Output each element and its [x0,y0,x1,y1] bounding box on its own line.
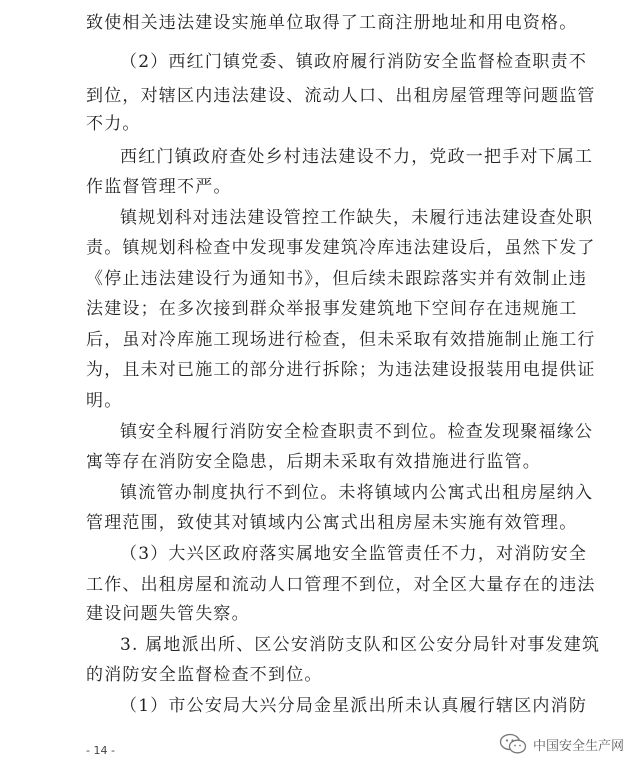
watermark [499,733,624,755]
text-line: 3. 属地派出所、区公安消防支队和区公安分局针对事发建筑 [120,635,601,655]
text-line: （3）大兴区政府落实属地安全监管责任不力，对消防安全 [120,544,588,564]
text-line: 的消防安全监督检查不到位。 [86,665,323,685]
text-line: 西红门镇政府查处乡村违法建设不力，党政一把手对下属工 [120,147,594,167]
text-line: （1）市公安局大兴分局金星派出所未认真履行辖区内消防 [120,696,588,716]
text-line: 管理范围，致使其对镇域内公寓式出租房屋未实施有效管理。 [86,513,578,533]
text-line: 建设问题失管失察。 [86,604,250,624]
text-line: 致使相关违法建设实施单位取得了工商注册地址和用电资格。 [86,13,578,33]
page-number: - 14 - [86,744,115,757]
text-line: 镇流管办制度执行不到位。未将镇域内公寓式出租房屋纳入 [120,483,594,503]
text-line: 不力。 [86,114,141,134]
text-line: （2）西红门镇党委、镇政府履行消防安全监督检查职责不 [120,52,588,72]
text-line: 责。镇规划科检查中发现事发建筑冷库违法建设后，虽然下发了 [86,238,596,258]
text-line: 镇安全科履行消防安全检查职责不到位。检查发现聚福缘公 [120,422,594,442]
wechat-icon [499,733,527,755]
text-line: 为，且未对已施工的部分进行拆除；为违法建设报装用电提供证 [86,360,596,380]
text-line: 寓等存在消防安全隐患，后期未采取有效措施进行监管。 [86,452,541,472]
text-line: 明。 [86,391,123,411]
text-line: 镇规划科对违法建设管控工作缺失，未履行违法建设查处职 [120,208,594,228]
text-line: 后，虽对冷库施工现场进行检查，但未采取有效措施制止施工行 [86,330,596,350]
watermark-text: 中国安全生产网 [532,738,624,754]
text-line: 法建设；在多次接到群众举报事发建筑地下空间存在违规施工 [86,299,578,319]
text-line: 到位，对辖区内违法建设、流动人口、出租房屋管理等问题监管 [86,86,596,106]
text-line: 作监督管理不严。 [86,177,232,197]
text-line: 工作、出租房屋和流动人口管理不到位，对全区大量存在的违法 [86,575,596,595]
text-line: 《停止违法建设行为通知书》，但后续未跟踪落实并有效制止违 [86,269,588,289]
